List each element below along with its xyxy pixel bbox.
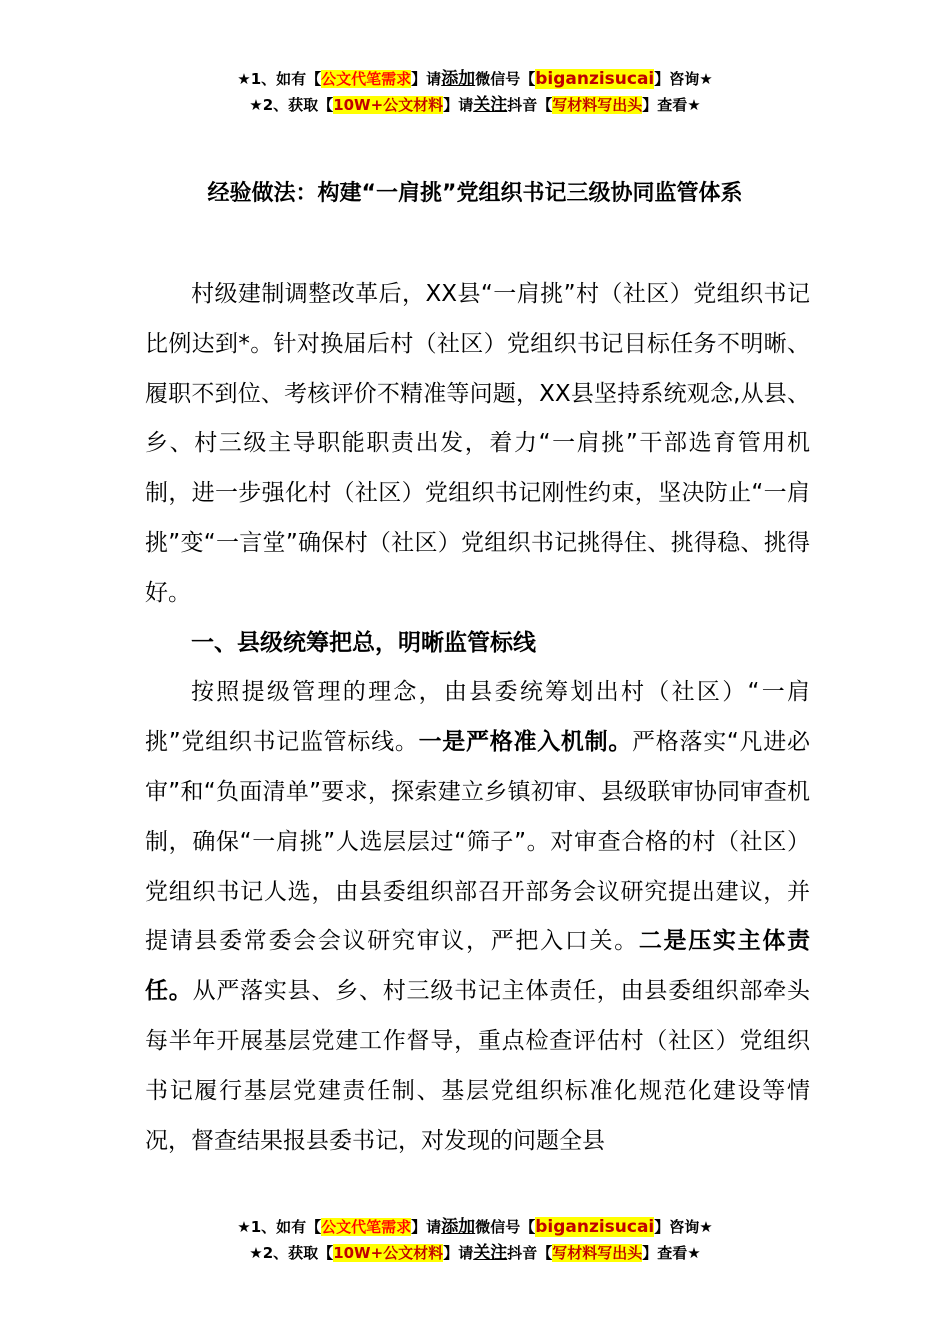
underlined-text: 添加 xyxy=(441,69,476,89)
banner-line-2 xyxy=(0,92,950,118)
star-icon: ★ xyxy=(249,1244,263,1262)
intro-paragraph: 村级建制调整改革后，XX县“一肩挑”村（社区）党组织书记比例达到*。针对换届后村（社区）党组织书记目标任务不明晰、履职不到位、考核评价不精准等问题，XX县坚持系统观念,从县、乡、村三级主导职能职责出发，着力“一肩挑”干部选育管用机制，进一步强化村（社区）党组织书记刚性约束，坚决防止“一肩挑”变“一言堂”确保村（社区）党组织书记挑得住、挑得稳、挑得好。 xyxy=(145,281,810,606)
footer-banner xyxy=(0,1214,950,1266)
section-heading: 一、县级统筹把总，明晰监管标线 xyxy=(191,629,536,656)
bold-subheading: 二是压实主体责任。 xyxy=(145,928,811,1005)
banner-text: 】查看 xyxy=(642,96,688,114)
star-icon: ★ xyxy=(687,1244,701,1262)
highlight-materials: 10W+公文材料 xyxy=(333,1244,444,1262)
banner-text: 】查看 xyxy=(642,1244,688,1262)
banner-text: 微信号【 xyxy=(475,1218,536,1236)
document-body xyxy=(145,270,810,1166)
banner-text: 1、如有【 xyxy=(250,1218,322,1236)
highlight-douyin: 写材料写出头 xyxy=(552,96,643,114)
paragraph-text: 按照提级管理的理念，由县委统筹划出村（社区）“一肩挑”党组织书记监管标线。 xyxy=(145,679,810,756)
underlined-text: 关注 xyxy=(473,95,508,115)
paragraph-text: 从严落实县、乡、村三级书记主体责任，由县委组织部牵头每半年开展基层党建工作督导，重点检查评估村（社区）党组织书记履行基层党建责任制、基层党组织标准化规范化建设等情况，督查结果报县委书记，对发现的问题全县 xyxy=(145,978,811,1154)
body-paragraph xyxy=(145,668,810,1166)
highlight-wechat-id: biganzisucai xyxy=(535,69,655,89)
banner-text: 2、获取【 xyxy=(262,1244,334,1262)
banner-line-1 xyxy=(0,66,950,92)
star-icon: ★ xyxy=(237,1218,251,1236)
banner-text: 抖音【 xyxy=(507,1244,553,1262)
document-title: 经验做法：构建“一肩挑”党组织书记三级协同监管体系 xyxy=(207,181,743,206)
banner-line-1 xyxy=(0,1214,950,1240)
highlight-wechat-id: biganzisucai xyxy=(535,1217,655,1237)
highlight-service: 公文代笔需求 xyxy=(321,70,412,88)
star-icon: ★ xyxy=(237,70,251,88)
paragraph-text: 严格落实“凡进必审”和“负面清单”要求，探索建立乡镇初审、县级联审协同审查机制，确保“一肩挑”人选层层过“筛子”。对审查合格的村（社区）党组织书记人选，由县委组织部召开部务会议研究提出建议，并提请县委常委会会议研究审议，严把入口关。 xyxy=(145,729,811,955)
banner-text: 抖音【 xyxy=(507,96,553,114)
banner-text: 】请 xyxy=(411,70,442,88)
star-icon: ★ xyxy=(687,96,701,114)
banner-text: 】请 xyxy=(411,1218,442,1236)
star-icon: ★ xyxy=(699,1218,713,1236)
bold-subheading: 一是严格准入机制。 xyxy=(418,729,633,756)
star-icon: ★ xyxy=(249,96,263,114)
banner-text: 】请 xyxy=(443,1244,474,1262)
highlight-materials: 10W+公文材料 xyxy=(333,96,444,114)
highlight-douyin: 写材料写出头 xyxy=(552,1244,643,1262)
star-icon: ★ xyxy=(699,70,713,88)
banner-text: 】请 xyxy=(443,96,474,114)
banner-text: 】咨询 xyxy=(654,1218,700,1236)
banner-text: 2、获取【 xyxy=(262,96,334,114)
highlight-service: 公文代笔需求 xyxy=(321,1218,412,1236)
banner-text: 1、如有【 xyxy=(250,70,322,88)
header-banner xyxy=(0,66,950,118)
banner-line-2 xyxy=(0,1240,950,1266)
underlined-text: 添加 xyxy=(441,1217,476,1237)
underlined-text: 关注 xyxy=(473,1243,508,1263)
banner-text: 微信号【 xyxy=(475,70,536,88)
banner-text: 】咨询 xyxy=(654,70,700,88)
